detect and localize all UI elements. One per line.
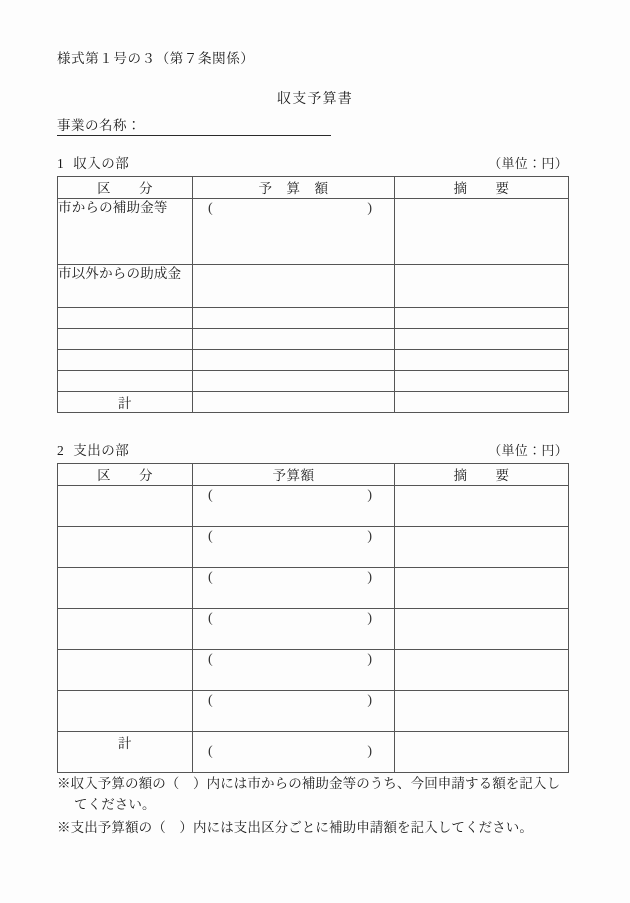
remarks-cell[interactable] (395, 392, 569, 413)
amount-cell[interactable] (193, 691, 395, 732)
table-row (58, 199, 569, 265)
remarks-cell[interactable] (395, 486, 569, 527)
remarks-cell[interactable] (395, 199, 569, 265)
amount-cell[interactable] (193, 199, 395, 265)
amount-cell[interactable] (193, 308, 395, 329)
paren-close: ) (367, 652, 372, 667)
amount-cell[interactable] (193, 350, 395, 371)
column-header-remarks: 摘 要 (395, 464, 569, 486)
footnotes (57, 774, 577, 841)
column-header-kubun: 区 分 (58, 464, 193, 486)
column-header-amount: 予算額 (193, 464, 395, 486)
unit-note-expenditure: （単位：円） (488, 443, 568, 458)
remarks-cell[interactable] (395, 568, 569, 609)
table-row (58, 350, 569, 371)
paren-close: ) (367, 570, 372, 585)
table-row (58, 691, 569, 732)
kubun-cell[interactable] (58, 568, 193, 609)
paren-open: ( (208, 652, 213, 667)
kubun-cell[interactable] (58, 350, 193, 371)
table-row (58, 392, 569, 413)
kubun-cell[interactable]: 市からの補助金等 (58, 199, 193, 265)
table-row (58, 265, 569, 308)
project-name-label: 事業の名称： (57, 114, 141, 136)
table-row (58, 486, 569, 527)
paren-close: ) (367, 693, 372, 708)
table-row (58, 609, 569, 650)
project-name-field[interactable] (57, 114, 331, 136)
paren-close: ) (367, 611, 372, 626)
column-header-amount: 予 算 額 (193, 177, 395, 199)
remarks-cell[interactable] (395, 371, 569, 392)
kubun-cell[interactable] (58, 609, 193, 650)
total-label-cell: 計 (58, 392, 193, 413)
project-name-input[interactable] (141, 119, 331, 136)
table-header-row (58, 464, 569, 486)
paren-close: ) (367, 201, 372, 216)
section-number-expenditure: 2 (57, 443, 65, 458)
section-title-expenditure: 支出の部 (73, 443, 130, 458)
remarks-cell[interactable] (395, 308, 569, 329)
kubun-cell[interactable] (58, 691, 193, 732)
table-row (58, 732, 569, 773)
kubun-cell[interactable]: 市以外からの助成金 (58, 265, 193, 308)
remarks-cell[interactable] (395, 350, 569, 371)
revenue-table (57, 176, 569, 413)
column-header-kubun: 区 分 (58, 177, 193, 199)
amount-cell[interactable] (193, 650, 395, 691)
amount-cell[interactable] (193, 732, 395, 773)
expenditure-table (57, 463, 569, 773)
amount-cell[interactable] (193, 609, 395, 650)
page-title: 収支予算書 (277, 92, 353, 107)
footnote-line: ※支出予算額の（ ）内には支出区分ごとに補助申請額を記入してください。 (57, 819, 533, 835)
remarks-cell[interactable] (395, 527, 569, 568)
unit-note-revenue: （単位：円） (488, 156, 568, 171)
remarks-cell[interactable] (395, 691, 569, 732)
kubun-cell[interactable] (58, 371, 193, 392)
paren-open: ( (208, 693, 213, 708)
amount-cell[interactable] (193, 392, 395, 413)
amount-cell[interactable] (193, 486, 395, 527)
paren-open: ( (208, 529, 213, 544)
footnote-item (57, 774, 577, 816)
remarks-cell[interactable] (395, 329, 569, 350)
section-number-revenue: 1 (57, 156, 65, 171)
remarks-cell[interactable] (395, 609, 569, 650)
paren-open: ( (208, 488, 213, 503)
amount-cell[interactable] (193, 371, 395, 392)
table-row (58, 371, 569, 392)
column-header-remarks: 摘 要 (395, 177, 569, 199)
amount-cell[interactable] (193, 329, 395, 350)
paren-open: ( (208, 611, 213, 626)
kubun-cell[interactable] (58, 308, 193, 329)
kubun-cell[interactable] (58, 650, 193, 691)
section-heading-revenue (57, 152, 568, 172)
table-header-row (58, 177, 569, 199)
table-row (58, 568, 569, 609)
paren-close: ) (367, 488, 372, 503)
kubun-cell[interactable] (58, 329, 193, 350)
table-row (58, 329, 569, 350)
table-row (58, 527, 569, 568)
table-row (58, 650, 569, 691)
form-number: 様式第１号の３（第７条関係） (57, 51, 255, 66)
table-row (58, 308, 569, 329)
footnote-line: ※収入予算の額の（ ）内には市からの補助金等のうち、今回申請する額を記入し (57, 776, 561, 791)
paren-open: ( (208, 743, 213, 759)
remarks-cell[interactable] (395, 732, 569, 773)
paren-open: ( (208, 570, 213, 585)
footnote-line-continued: てください。 (74, 796, 156, 812)
amount-cell[interactable] (193, 568, 395, 609)
amount-cell[interactable] (193, 265, 395, 308)
remarks-cell[interactable] (395, 265, 569, 308)
total-label-cell: 計 (58, 732, 193, 773)
footnote-item (57, 818, 577, 839)
section-heading-expenditure (57, 439, 568, 459)
paren-open: ( (208, 201, 213, 216)
paren-close: ) (367, 529, 372, 544)
amount-cell[interactable] (193, 527, 395, 568)
paren-close: ) (367, 743, 372, 759)
section-title-revenue: 収入の部 (73, 156, 130, 171)
remarks-cell[interactable] (395, 650, 569, 691)
kubun-cell[interactable] (58, 527, 193, 568)
kubun-cell[interactable] (58, 486, 193, 527)
